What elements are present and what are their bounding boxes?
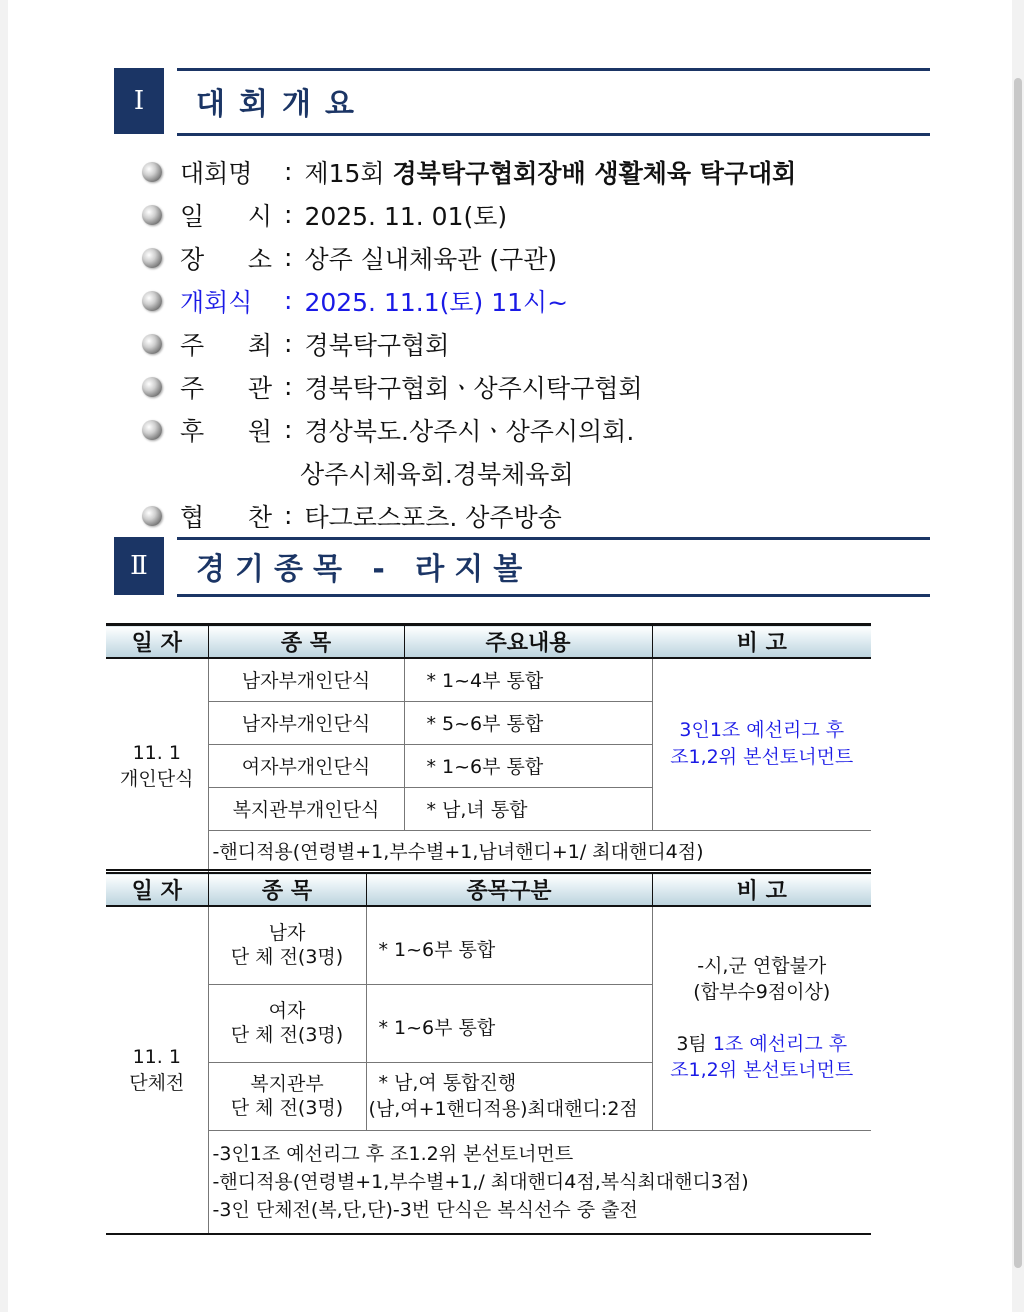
bullet-icon [142,248,162,268]
header-remark: 비 고 [652,625,871,659]
info-row-sponsor-cont [142,451,902,494]
date-text: 11. 1 [132,741,181,764]
header-content: 종목구분 [366,872,652,907]
info-row-sponsor [142,408,902,451]
info-value: 타그로스포츠. 상주방송 [304,502,562,532]
content-cell: * 5~6부 통합 [404,701,652,744]
info-label [180,197,272,233]
colon: : [284,243,293,272]
info-row-host [142,322,902,365]
info-value-prefix: 제15회 [304,158,385,188]
event-cell: 여자부개인단식 [208,744,404,787]
content-text: * 남,여 통합진행 [378,1072,517,1094]
colon: : [284,329,293,358]
label-char: 소 [247,244,272,274]
date-cell [106,906,208,1234]
table-note-row [106,1130,871,1234]
info-value: 2025. 11. 01(토) [304,201,508,231]
bullet-icon [142,506,162,526]
event-title: 경북탁구협회장배 생활체육 탁구대회 [392,158,797,188]
bullet-icon [142,420,162,440]
scrollbar[interactable] [1014,78,1022,1268]
remark-cell [652,658,871,830]
event-cell [208,984,366,1062]
info-label [180,412,272,448]
table-row [106,658,871,701]
note-line: -핸디적용(연령별+1,부수별+1,/ 최대핸디4점,복식최대핸디3점) [212,1170,749,1193]
event-text: 복지관부 [250,1073,324,1095]
event-cell [208,906,366,984]
remark-text: 조1,2위 본선토너먼트 [670,746,854,769]
colon: : [284,501,293,530]
label-char: 최 [247,330,272,360]
remark-team-count: 3팀 [676,1033,707,1056]
remark-text: (합부수9점이상) [693,981,831,1004]
label-char: 일 [180,201,205,231]
info-value: 경북탁구협회ㆍ상주시탁구협회 [304,373,643,403]
info-label [180,326,272,362]
info-value: 경북탁구협회 [304,330,450,360]
table-note-row [106,830,871,874]
header-event: 종 목 [208,872,366,907]
header-date: 일 자 [106,625,208,659]
event-text: 여자 [268,1000,306,1022]
info-label: 개회식 [180,287,253,317]
colon: : [284,200,293,229]
info-row-opening [142,279,902,322]
info-row-place [142,236,902,279]
content-cell [366,1062,652,1130]
note-line: -3인 단체전(복,단,단)-3번 단식은 복식선수 중 출전 [212,1198,638,1221]
section-2-numeral: Ⅱ [114,537,164,595]
label-char: 협 [180,502,205,532]
label-char: 장 [180,244,205,274]
info-value: 상주시체육회.경북체육회 [300,459,574,489]
section-1-title: 대회개요 [196,87,368,122]
content-text: (남,여+1핸디적용)최대핸디:2점 [368,1098,638,1120]
event-text: 단 체 전(3명) [230,1097,344,1119]
date-cell [106,658,208,874]
label-char: 원 [247,416,272,446]
content-cell: * 1~4부 통합 [404,658,652,701]
header-remark: 비 고 [652,872,871,907]
info-value: 경상북도.상주시ㆍ상주시의회. [304,416,635,446]
info-value: 2025. 11.1(토) 11시~ [304,287,569,317]
label-char: 후 [180,416,205,446]
bullet-icon [142,205,162,225]
date-text: 11. 1 [132,1045,181,1068]
label-char: 주 [180,373,205,403]
info-row-support [142,494,902,537]
info-label [180,369,272,405]
remark-text: -시,군 연합불가 [697,955,827,978]
info-label [180,498,272,534]
info-value: 상주 실내체육관 (구관) [304,244,558,274]
event-text: 단 체 전(3명) [230,946,344,969]
section-2-header [114,537,930,597]
event-cell: 복지관부개인단식 [208,787,404,830]
colon: : [284,286,293,315]
table-header-row [106,872,871,907]
singles-table [106,623,871,875]
table-row [106,906,871,984]
content-cell: * 1~6부 통합 [366,984,652,1062]
info-row-date [142,193,902,236]
info-label: 대회명 [180,158,253,188]
colon: : [284,157,293,186]
event-cell [208,1062,366,1130]
note-line: -3인1조 예선리그 후 조1.2위 본선토너먼트 [212,1142,574,1165]
header-date: 일 자 [106,872,208,907]
remark-text-blue: 조1,2위 본선토너먼트 [670,1059,854,1082]
bullet-icon [142,334,162,354]
notes-cell [208,1130,871,1234]
event-cell: 남자부개인단식 [208,658,404,701]
event-text: 남자 [268,922,306,945]
event-info-list [142,150,902,537]
info-label [180,240,272,276]
remark-text-blue: 1조 예선리그 후 [712,1033,848,1056]
content-cell: * 남,녀 통합 [404,787,652,830]
bullet-icon [142,162,162,182]
handicap-note: -핸디적용(연령별+1,부수별+1,남녀핸디+1/ 최대핸디4점) [208,830,871,874]
event-cell: 남자부개인단식 [208,701,404,744]
remark-text: 3인1조 예선리그 후 [679,719,845,742]
section-1-header [114,68,930,136]
remark-cell [652,906,871,1130]
content-cell: * 1~6부 통합 [404,744,652,787]
info-row-name [142,150,902,193]
colon: : [284,372,293,401]
label-char: 관 [247,373,272,403]
info-row-organizer [142,365,902,408]
remark-text [653,1031,872,1057]
label-char: 찬 [247,502,272,532]
header-event: 종 목 [208,625,404,659]
content-cell: * 1~6부 통합 [366,906,652,984]
bullet-icon [142,377,162,397]
label-char: 주 [180,330,205,360]
date-subtext: 단체전 [129,1071,185,1094]
header-content: 주요내용 [404,625,652,659]
colon: : [284,415,293,444]
bullet-icon [142,291,162,311]
event-text: 단 체 전(3명) [230,1024,344,1046]
table-header-row [106,625,871,659]
remark-spacer [653,1005,872,1031]
date-subtext: 개인단식 [120,767,194,790]
team-table [106,869,871,1235]
section-2-title: 경기종목 - 라지볼 [196,552,533,587]
label-char: 시 [247,201,272,231]
section-1-numeral: Ⅰ [114,68,164,134]
